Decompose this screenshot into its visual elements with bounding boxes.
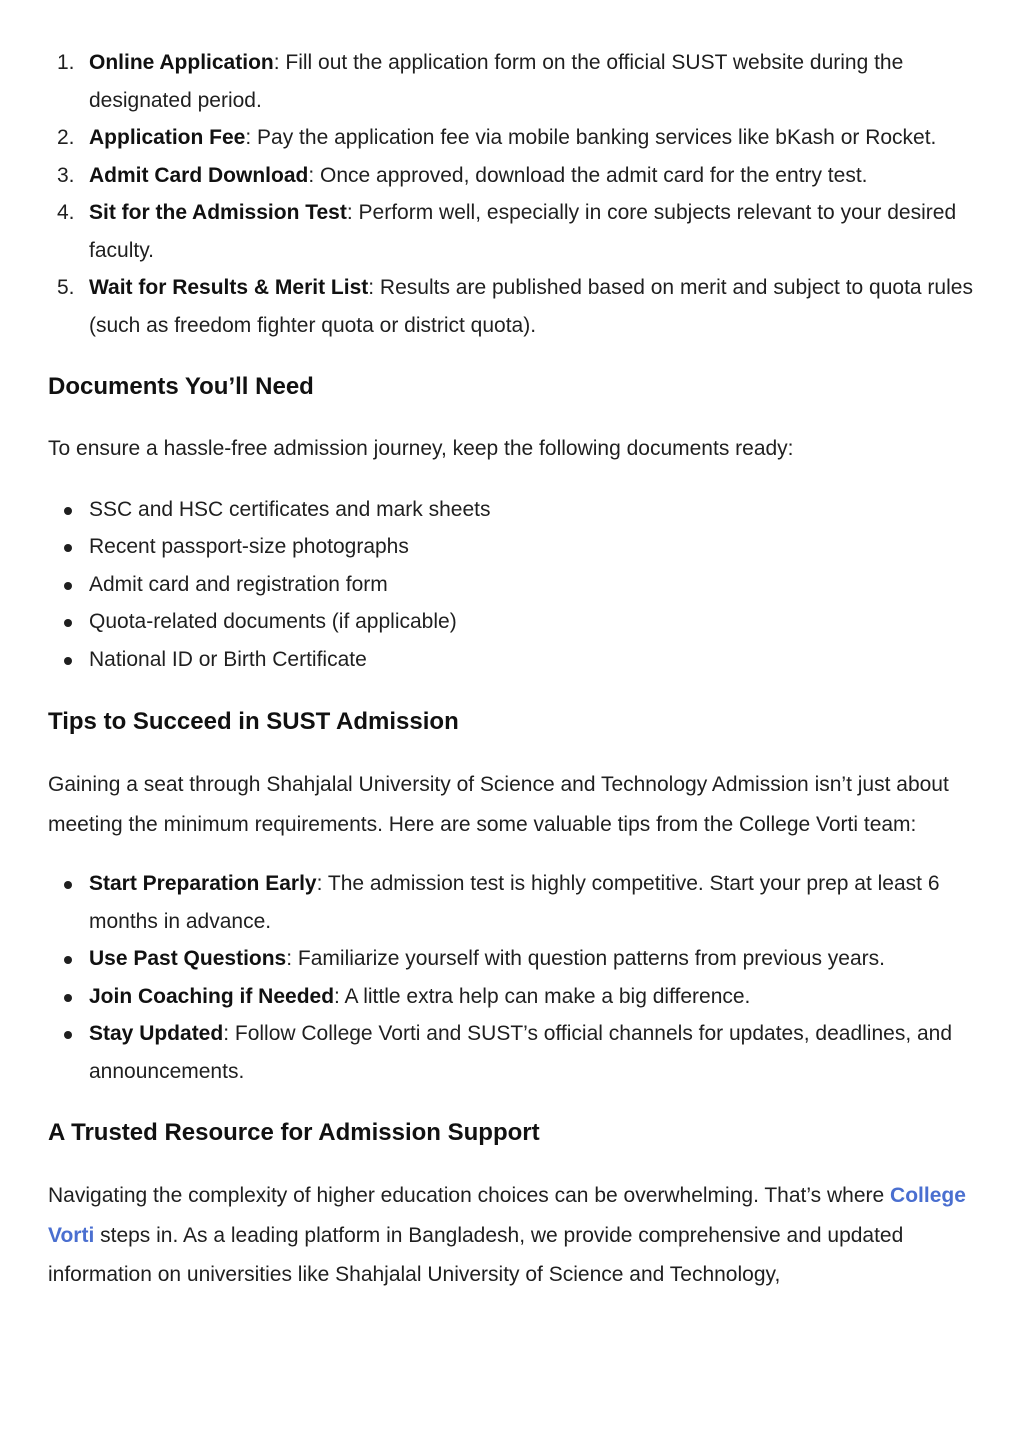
step-number: 5. — [57, 276, 75, 299]
step-number: 1. — [57, 51, 75, 74]
bullet-icon — [64, 507, 72, 515]
tips-list — [48, 865, 978, 1090]
step-title: Sit for the Admission Test — [89, 201, 347, 224]
list-item — [48, 865, 978, 940]
list-item — [48, 978, 978, 1016]
step-number: 4. — [57, 201, 75, 224]
list-item — [48, 44, 978, 119]
documents-list — [48, 491, 978, 679]
list-item — [48, 566, 978, 604]
step-title: Admit Card Download — [89, 163, 309, 187]
tip-text: : The admission test is highly competitive. Start your prep at least 6 months in advance. — [89, 872, 940, 933]
resource-text-before-link: Navigating the complexity of higher education choices can be overwhelming. That’s where — [48, 1184, 891, 1207]
documents-intro: To ensure a hassle-free admission journey, keep the following documents ready: — [48, 437, 794, 460]
tips-intro: Gaining a seat through Shahjalal University of Science and Technology Admission isn’t just about meeting the minimum requirements. Here are some valuable tips from the College Vorti team: — [48, 773, 949, 836]
bullet-icon — [64, 657, 72, 665]
resource-text-after-link: steps in. As a leading platform in Bangladesh, we provide comprehensive and updated information on universities like Shahjalal University of Science and Technology, — [48, 1223, 904, 1286]
step-text: : Results are published based on merit and subject to quota rules (such as freedom fighter quota or district quota). — [89, 276, 973, 337]
bullet-icon — [64, 544, 72, 552]
step-text: : Once approved, download the admit card for the entry test. — [308, 163, 868, 187]
list-item — [48, 603, 978, 641]
documents-heading: Documents You’ll Need — [48, 373, 314, 400]
article-content — [48, 44, 978, 1295]
step-title: Application Fee — [89, 126, 246, 149]
list-item — [48, 528, 978, 566]
tip-text: : Follow College Vorti and SUST’s official channels for updates, deadlines, and announcements. — [89, 1022, 953, 1083]
step-title: Online Application — [89, 51, 274, 74]
list-item — [48, 1015, 978, 1090]
tip-text: : Familiarize yourself with question patterns from previous years. — [286, 947, 885, 970]
list-item — [48, 269, 978, 344]
list-item — [48, 491, 978, 529]
college-vorti-link[interactable]: College Vorti — [48, 1184, 966, 1247]
bullet-icon — [64, 994, 72, 1002]
tip-title: Stay Updated — [89, 1022, 224, 1045]
step-number: 2. — [57, 126, 75, 149]
list-item — [48, 641, 978, 679]
tips-heading: Tips to Succeed in SUST Admission — [48, 708, 459, 735]
resource-paragraph — [48, 1176, 978, 1295]
bullet-icon — [64, 1031, 72, 1039]
document-item: Recent passport-size photographs — [89, 535, 409, 558]
document-item: Quota-related documents (if applicable) — [89, 610, 457, 633]
step-text: : Pay the application fee via mobile banking services like bKash or Rocket. — [245, 126, 937, 149]
document-item: Admit card and registration form — [89, 572, 388, 596]
list-item — [48, 157, 978, 195]
bullet-icon — [64, 619, 72, 627]
list-item — [48, 119, 978, 157]
step-number: 3. — [57, 163, 75, 187]
step-title: Wait for Results & Merit List — [89, 276, 369, 299]
admission-steps-list — [48, 44, 978, 344]
list-item — [48, 194, 978, 269]
bullet-icon — [64, 582, 72, 590]
tip-title: Start Preparation Early — [89, 872, 317, 895]
tip-text: : A little extra help can make a big difference. — [334, 984, 751, 1008]
document-item: National ID or Birth Certificate — [89, 647, 367, 671]
bullet-icon — [64, 956, 72, 964]
tip-title: Join Coaching if Needed — [89, 984, 335, 1008]
bullet-icon — [64, 881, 72, 889]
step-text: : Fill out the application form on the official SUST website during the designated period. — [89, 51, 904, 112]
resource-heading: A Trusted Resource for Admission Support — [48, 1119, 540, 1146]
list-item — [48, 940, 978, 978]
document-item: SSC and HSC certificates and mark sheets — [89, 497, 491, 521]
step-text: : Perform well, especially in core subjects relevant to your desired faculty. — [89, 201, 957, 262]
tip-title: Use Past Questions — [89, 947, 287, 970]
